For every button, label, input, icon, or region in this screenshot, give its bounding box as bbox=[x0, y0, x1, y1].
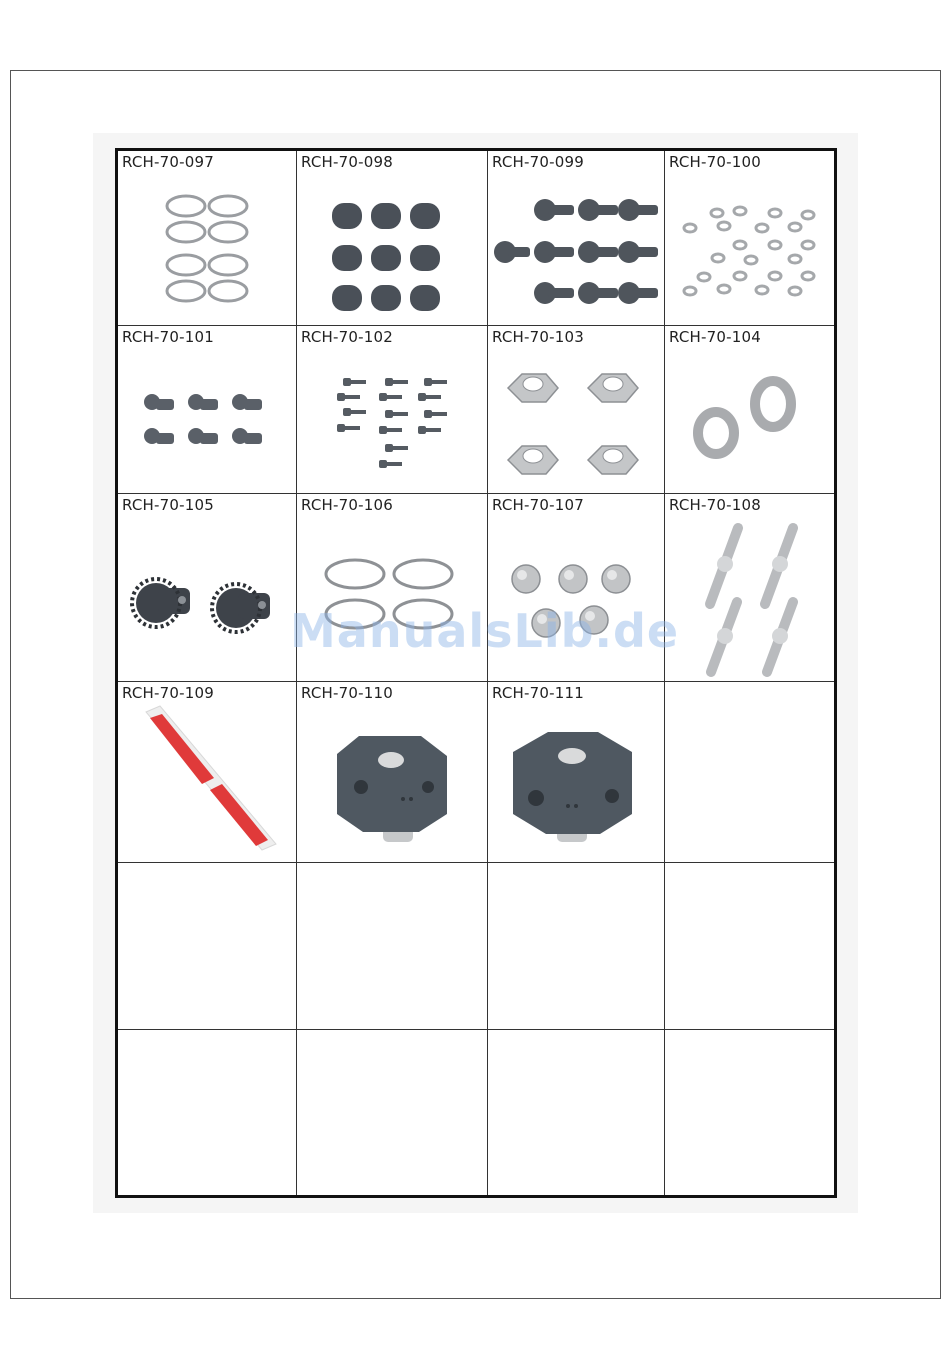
part-cell bbox=[118, 682, 297, 863]
part-cell bbox=[297, 326, 488, 494]
left-rule bbox=[10, 70, 11, 1299]
part-code: RCH-70-104 bbox=[669, 328, 761, 346]
set-screws-image bbox=[297, 173, 488, 323]
button-head-screws-image bbox=[488, 173, 665, 323]
part-code: RCH-70-101 bbox=[122, 328, 214, 346]
empty-cell bbox=[665, 682, 834, 863]
part-code: RCH-70-097 bbox=[122, 153, 214, 171]
part-code: RCH-70-108 bbox=[669, 496, 761, 514]
cap-screws-image bbox=[297, 348, 488, 494]
part-cell bbox=[118, 151, 297, 326]
shim-rings-image bbox=[118, 173, 297, 323]
part-cell bbox=[118, 494, 297, 682]
blank-placeholder bbox=[504, 887, 594, 997]
part-cell bbox=[665, 326, 834, 494]
pins-image bbox=[665, 516, 834, 682]
cross-hub-image bbox=[488, 704, 665, 863]
empty-cell bbox=[488, 863, 665, 1030]
part-code: RCH-70-105 bbox=[122, 496, 214, 514]
hex-nuts-image bbox=[488, 348, 665, 494]
part-code: RCH-70-099 bbox=[492, 153, 584, 171]
red-stickers-image bbox=[118, 704, 297, 863]
part-code: RCH-70-098 bbox=[301, 153, 393, 171]
empty-cell bbox=[665, 863, 834, 1030]
parts-grid bbox=[115, 148, 837, 1198]
empty-cell bbox=[118, 1030, 297, 1195]
top-rule bbox=[10, 70, 940, 71]
center-hub-image bbox=[297, 704, 488, 863]
watermark: ManualsLib.de bbox=[290, 604, 680, 658]
part-code: RCH-70-106 bbox=[301, 496, 393, 514]
ball-studs-image bbox=[118, 348, 297, 494]
part-cell bbox=[665, 151, 834, 326]
empty-cell bbox=[488, 1030, 665, 1195]
blank-placeholder bbox=[327, 887, 417, 997]
spacer-rings-image bbox=[665, 348, 834, 494]
part-code: RCH-70-109 bbox=[122, 684, 214, 702]
part-code: RCH-70-100 bbox=[669, 153, 761, 171]
right-rule bbox=[940, 70, 941, 1299]
part-cell bbox=[488, 682, 665, 863]
empty-cell bbox=[665, 1030, 834, 1195]
empty-cell bbox=[118, 863, 297, 1030]
part-code: RCH-70-107 bbox=[492, 496, 584, 514]
washers-image bbox=[665, 173, 834, 323]
part-cell bbox=[118, 326, 297, 494]
part-cell bbox=[297, 151, 488, 326]
empty-cell bbox=[297, 863, 488, 1030]
part-code: RCH-70-102 bbox=[301, 328, 393, 346]
bottom-rule bbox=[10, 1298, 940, 1299]
blank-placeholder bbox=[150, 887, 240, 997]
bevel-gears-image bbox=[118, 516, 297, 682]
part-code: RCH-70-110 bbox=[301, 684, 393, 702]
empty-cell bbox=[297, 1030, 488, 1195]
part-cell bbox=[665, 494, 834, 682]
part-cell bbox=[488, 151, 665, 326]
part-cell bbox=[488, 326, 665, 494]
part-code: RCH-70-103 bbox=[492, 328, 584, 346]
part-code: RCH-70-111 bbox=[492, 684, 584, 702]
blank-placeholder bbox=[681, 887, 771, 997]
part-cell bbox=[297, 682, 488, 863]
